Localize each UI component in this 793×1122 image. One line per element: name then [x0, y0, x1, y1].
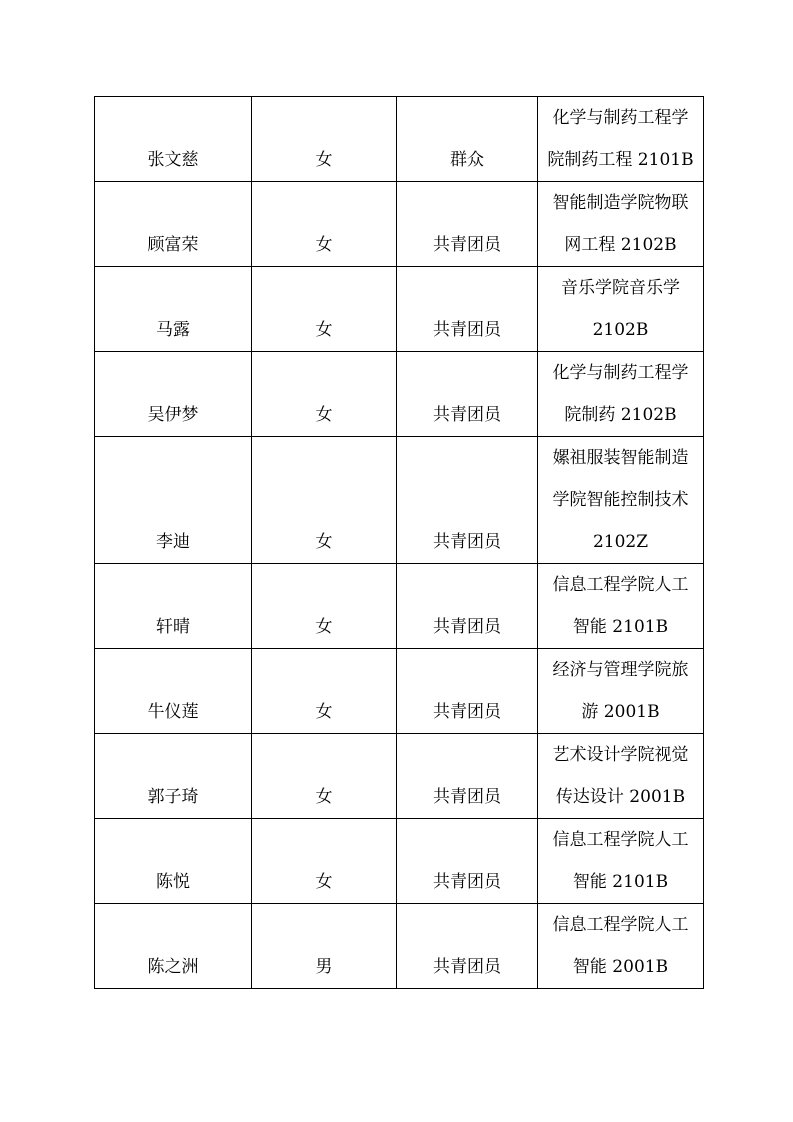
- department-line: 嫘祖服装智能制造: [552, 448, 689, 468]
- department-line: 学院智能控制技术: [552, 490, 689, 510]
- department-line: 信息工程学院人工: [552, 575, 689, 595]
- political-status-cell: 群众: [397, 97, 538, 182]
- member-roster-table: [94, 96, 704, 989]
- department-line: 音乐学院音乐学: [561, 278, 680, 298]
- department-cell: [538, 564, 704, 649]
- department-cell: [538, 437, 704, 564]
- department-cell: [538, 267, 704, 352]
- table-row: [95, 734, 704, 819]
- name-cell: 陈之洲: [95, 904, 252, 989]
- department-line: 信息工程学院人工: [552, 915, 689, 935]
- gender-cell: 女: [252, 819, 397, 904]
- gender-cell: 女: [252, 182, 397, 267]
- department-line: 游 2001B: [581, 702, 660, 722]
- political-status-cell: 共青团员: [397, 182, 538, 267]
- table-row: [95, 437, 704, 564]
- department-line: 智能 2101B: [572, 617, 669, 637]
- gender-cell: 女: [252, 564, 397, 649]
- department-line: 经济与管理学院旅: [552, 660, 689, 680]
- political-status-cell: 共青团员: [397, 352, 538, 437]
- department-cell: [538, 97, 704, 182]
- department-line: 传达设计 2001B: [555, 787, 686, 807]
- political-status-cell: 共青团员: [397, 819, 538, 904]
- political-status-cell: 共青团员: [397, 267, 538, 352]
- department-line: 化学与制药工程学: [552, 363, 689, 383]
- table-row: [95, 352, 704, 437]
- department-line: 智能 2101B: [572, 872, 669, 892]
- gender-cell: 男: [252, 904, 397, 989]
- gender-cell: 女: [252, 352, 397, 437]
- political-status-cell: 共青团员: [397, 904, 538, 989]
- gender-cell: 女: [252, 437, 397, 564]
- department-cell: [538, 182, 704, 267]
- name-cell: 轩晴: [95, 564, 252, 649]
- political-status-cell: 共青团员: [397, 649, 538, 734]
- department-line: 2102B: [592, 320, 649, 340]
- name-cell: 陈悦: [95, 819, 252, 904]
- name-cell: 李迪: [95, 437, 252, 564]
- department-line: 智能制造学院物联: [552, 193, 689, 213]
- political-status-cell: 共青团员: [397, 734, 538, 819]
- department-line: 2102Z: [592, 532, 649, 552]
- name-cell: 吴伊梦: [95, 352, 252, 437]
- name-cell: 郭子琦: [95, 734, 252, 819]
- name-cell: 马露: [95, 267, 252, 352]
- department-cell: [538, 649, 704, 734]
- name-cell: 牛仪莲: [95, 649, 252, 734]
- table-row: [95, 97, 704, 182]
- department-line: 院制药工程 2101B: [547, 150, 694, 170]
- table-row: [95, 267, 704, 352]
- name-cell: 顾富荣: [95, 182, 252, 267]
- department-cell: [538, 819, 704, 904]
- department-cell: [538, 734, 704, 819]
- department-line: 智能 2001B: [572, 957, 669, 977]
- gender-cell: 女: [252, 97, 397, 182]
- political-status-cell: 共青团员: [397, 564, 538, 649]
- department-line: 信息工程学院人工: [552, 830, 689, 850]
- gender-cell: 女: [252, 649, 397, 734]
- department-line: 艺术设计学院视觉: [552, 745, 689, 765]
- department-line: 网工程 2102B: [564, 235, 677, 255]
- table-row: [95, 564, 704, 649]
- table-row: [95, 904, 704, 989]
- gender-cell: 女: [252, 267, 397, 352]
- roster-body: [95, 97, 704, 989]
- political-status-cell: 共青团员: [397, 437, 538, 564]
- department-cell: [538, 904, 704, 989]
- gender-cell: 女: [252, 734, 397, 819]
- table-row: [95, 819, 704, 904]
- department-cell: [538, 352, 704, 437]
- table-row: [95, 649, 704, 734]
- name-cell: 张文慈: [95, 97, 252, 182]
- table-row: [95, 182, 704, 267]
- department-line: 化学与制药工程学: [552, 108, 689, 128]
- department-line: 院制药 2102B: [564, 405, 677, 425]
